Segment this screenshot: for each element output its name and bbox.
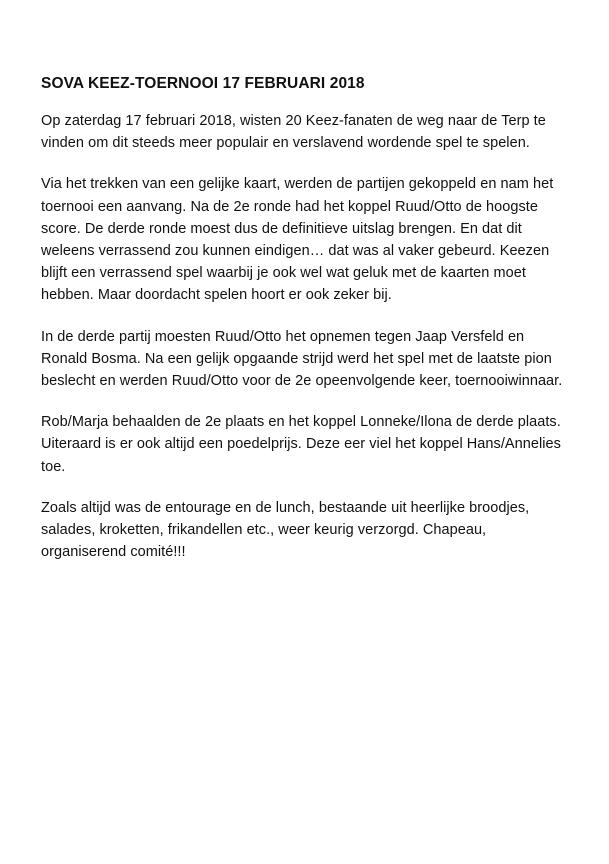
paragraph-tournament-course: Via het trekken van een gelijke kaart, werden de partijen gekoppeld en nam het toernooi een aanvang. Na de 2e ronde had het koppel Ruud/Otto de hoogste score. De derde ronde moest dus de definitieve uitslag brengen. En dat dit weleens verrassend zou kunnen eindigen… dat was al vaker gebeurd. Keezen blijft een verrassend spel waarbij je ook wel wat geluk met de kaarten moet hebben. Maar doordacht spelen hoort er ook zeker bij.: [41, 176, 554, 304]
paragraph-intro: Op zaterdag 17 februari 2018, wisten 20 Keez-fanaten de weg naar de Terp te vinden om dit steeds meer populair en verslavend wordende spel te spelen.: [41, 113, 546, 152]
paragraph-rankings: Rob/Marja behaalden de 2e plaats en het koppel Lonneke/Ilona de derde plaats. Uiteraard is er ook altijd een poedelprijs. Deze eer viel het koppel Hans/Annelies toe.: [41, 414, 561, 475]
paragraph-final-round: In de derde partij moesten Ruud/Otto het opnemen tegen Jaap Versfeld en Ronald Bosma. Na een gelijk opgaande strijd werd het spel met de laatste pion beslecht en werden Ruud/Otto voor de 2e opeenvolgende keer, toernooiwinnaar.: [41, 328, 563, 390]
paragraph-closing: Zoals altijd was de entourage en de lunch, bestaande uit heerlijke broodjes, salades, kroketten, frikandellen etc., weer keurig verzorgd. Chapeau, organiserend comité!!!: [41, 499, 530, 561]
document-body: [41, 74, 571, 582]
document-title: SOVA KEEZ-TOERNOOI 17 FEBRUARI 2018: [41, 75, 365, 92]
